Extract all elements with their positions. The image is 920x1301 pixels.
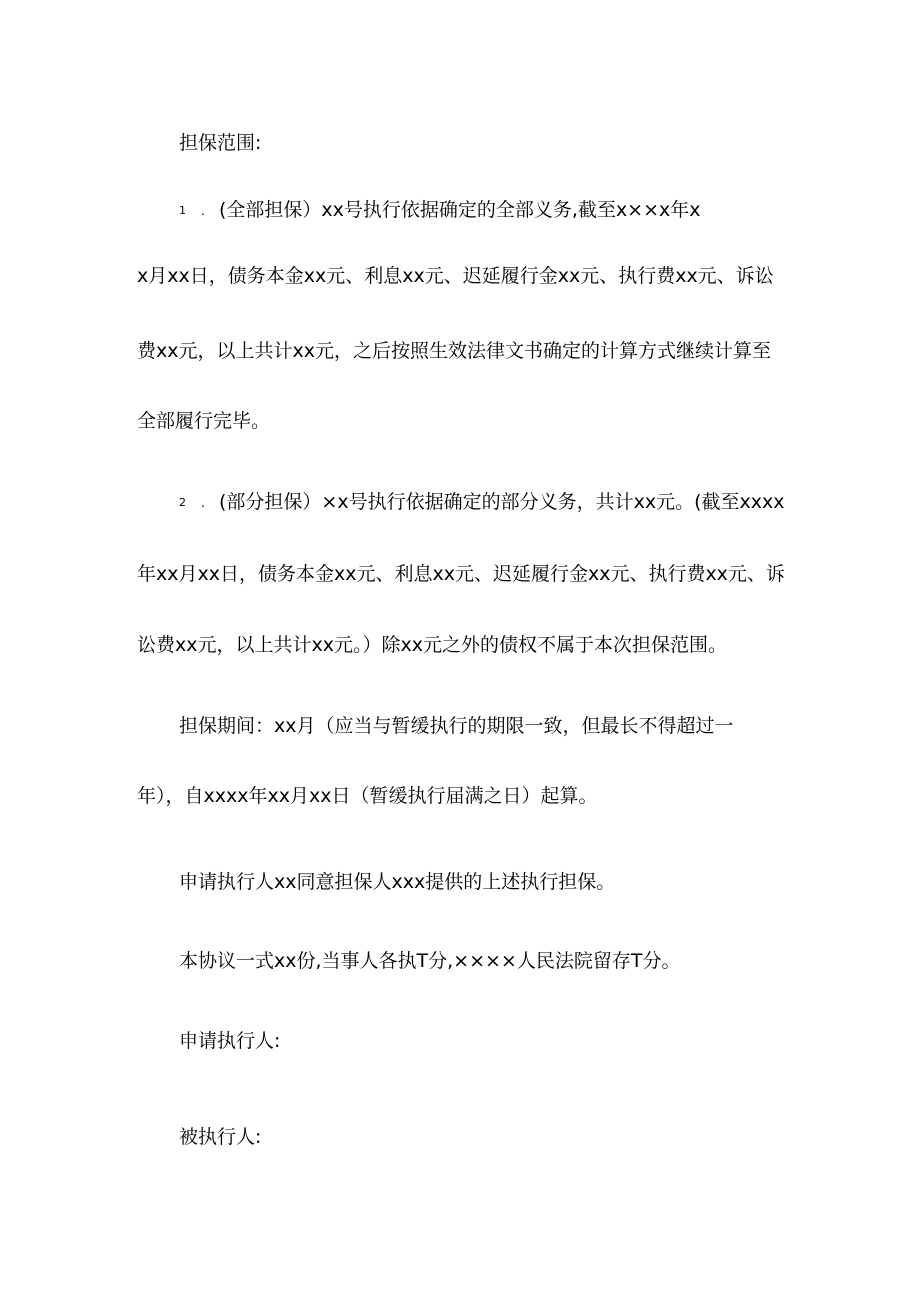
- copies-text: 本协议一式xx份,当事人各执T分,××××人民法院留存T分。: [179, 950, 681, 972]
- item-1-line-4: 全部履行完毕。: [137, 410, 271, 432]
- item-2-text-1: (部分担保）×x号执行依据确定的部分义务，共计xx元。(截至xxxx: [219, 491, 785, 513]
- applicant-label: 申请执行人:: [179, 1030, 281, 1052]
- period-line-2: 年），自xxxx年xx月xx日（暂缓执行届满之日）起算。: [137, 785, 598, 807]
- item-2-dot: .: [201, 495, 205, 510]
- item-2-line-2: 年xx月xx日，债务本金xx元、利息xx元、迟延履行金xx元、执行费xx元、诉: [137, 563, 785, 585]
- scope-heading: 担保范围:: [179, 132, 262, 154]
- respondent-label: 被执行人:: [179, 1126, 262, 1148]
- period-line-1: 担保期间：xx月（应当与暂缓执行的期限一致，但最长不得超过一: [179, 715, 734, 737]
- item-1-number: 1: [179, 203, 186, 217]
- item-2-line-1: [179, 489, 784, 516]
- item-1-line-1: [179, 197, 701, 224]
- consent-text: 申请执行人xx同意担保人xxx提供的上述执行担保。: [179, 871, 616, 893]
- item-2-line-3: 讼费xx元，以上共计xx元。）除xx元之外的债权不属于本次担保范围。: [137, 634, 727, 656]
- item-1-line-3: 费xx元，以上共计xx元，之后按照生效法律文书确定的计算方式继续计算至: [137, 340, 771, 362]
- item-2-number: 2: [179, 495, 186, 509]
- item-1-text-1: (全部担保）xx号执行依据确定的全部义务,截至x××x年x: [219, 199, 701, 221]
- item-1-line-2: x月xx日，债务本金xx元、利息xx元、迟延履行金xx元、执行费xx元、诉讼: [137, 265, 774, 287]
- item-1-dot: .: [201, 203, 205, 218]
